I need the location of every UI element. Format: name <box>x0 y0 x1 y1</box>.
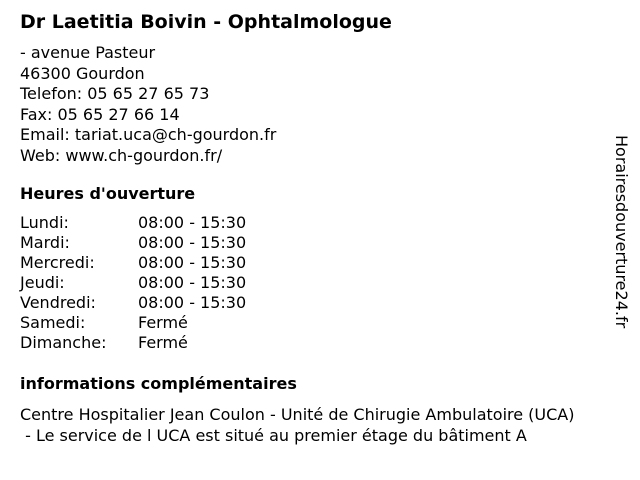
additional-info-line: - Le service de l UCA est situé au premier étage du bâtiment A <box>20 426 527 445</box>
phone-number: Telefon: 05 65 27 65 73 <box>20 84 210 103</box>
opening-hours-heading: Heures d'ouverture <box>20 184 196 203</box>
additional-info-heading: informations complémentaires <box>20 374 297 393</box>
hours-value: 08:00 - 15:30 <box>138 233 247 252</box>
day-label: Lundi: <box>20 213 69 232</box>
website-address: Web: www.ch-gourdon.fr/ <box>20 145 223 165</box>
day-label: Jeudi: <box>20 273 65 292</box>
day-label: Mercredi: <box>20 253 95 272</box>
address-street: - avenue Pasteur <box>20 43 156 62</box>
day-label: Vendredi: <box>20 293 96 312</box>
hours-value: 08:00 - 15:30 <box>138 253 247 272</box>
contact-block <box>20 43 276 166</box>
hours-value: Fermé <box>138 313 188 332</box>
hours-value: Fermé <box>138 333 188 352</box>
fax-number: Fax: 05 65 27 66 14 <box>20 104 180 124</box>
hours-value: 08:00 - 15:30 <box>138 273 247 292</box>
site-watermark: Horairesdouverture24.fr <box>612 135 631 329</box>
day-label: Samedi: <box>20 313 86 332</box>
address-city: 46300 Gourdon <box>20 63 145 83</box>
page-title: Dr Laetitia Boivin - Ophtalmologue <box>20 11 392 33</box>
day-label: Mardi: <box>20 233 70 252</box>
day-label: Dimanche: <box>20 333 107 352</box>
hours-value: 08:00 - 15:30 <box>138 293 247 312</box>
hours-value: 08:00 - 15:30 <box>138 213 247 232</box>
additional-info-line: Centre Hospitalier Jean Coulon - Unité de Chirugie Ambulatoire (UCA) <box>20 405 575 424</box>
email-address: Email: tariat.uca@ch-gourdon.fr <box>20 125 277 144</box>
additional-info-block <box>20 404 574 446</box>
